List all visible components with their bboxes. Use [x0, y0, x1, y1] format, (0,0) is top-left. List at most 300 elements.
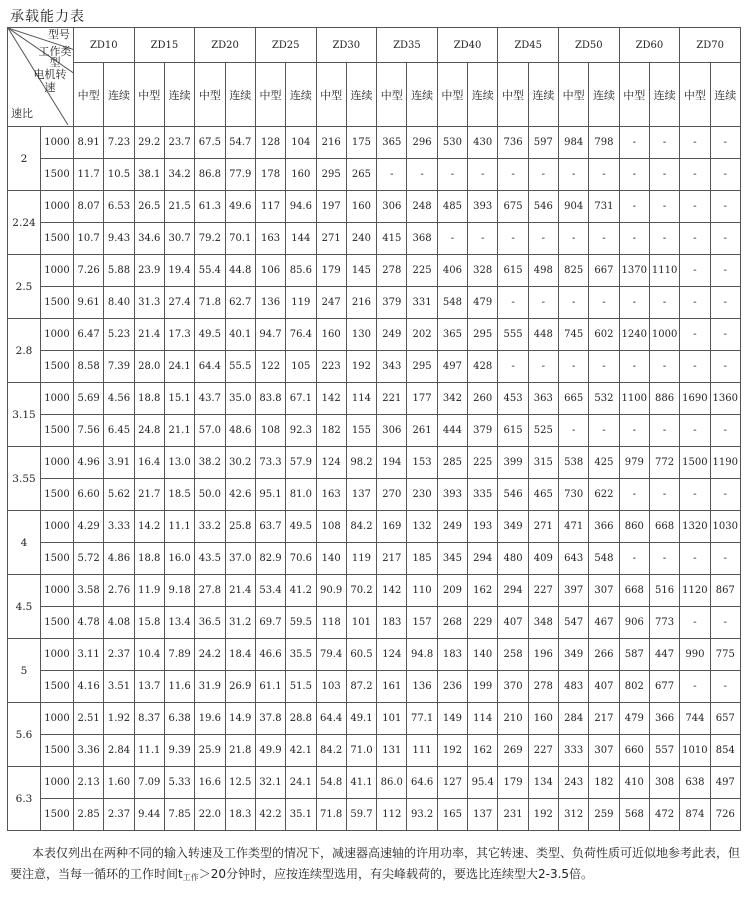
value-cell: 31.9 — [195, 671, 225, 703]
value-cell: 1120 — [680, 575, 710, 607]
type-header-continuous: 连续 — [528, 63, 558, 127]
value-cell: 179 — [316, 255, 346, 287]
value-cell: 8.58 — [74, 351, 104, 383]
value-cell: - — [680, 671, 710, 703]
value-cell: 21.5 — [164, 191, 194, 223]
value-cell: 726 — [710, 799, 740, 831]
value-cell: 345 — [437, 543, 467, 575]
value-cell: - — [528, 223, 558, 255]
value-cell: - — [468, 223, 498, 255]
model-header: ZD40 — [437, 28, 498, 63]
value-cell: 55.4 — [195, 255, 225, 287]
value-cell: 82.9 — [255, 543, 285, 575]
value-cell: - — [649, 159, 679, 191]
value-cell: 348 — [528, 607, 558, 639]
value-cell: 34.6 — [134, 223, 164, 255]
value-cell: - — [437, 223, 467, 255]
value-cell: 397 — [559, 575, 589, 607]
header-type-row — [8, 63, 741, 127]
value-cell: 1.60 — [104, 767, 134, 799]
value-cell: 315 — [528, 447, 558, 479]
value-cell: 25.8 — [225, 511, 255, 543]
value-cell: 483 — [559, 671, 589, 703]
value-cell: 410 — [619, 767, 649, 799]
table-row — [8, 767, 741, 799]
value-cell: 12.5 — [225, 767, 255, 799]
speed-cell: 1500 — [41, 415, 74, 447]
value-cell: 886 — [649, 383, 679, 415]
value-cell: 95.4 — [468, 767, 498, 799]
value-cell: 906 — [619, 607, 649, 639]
value-cell: 199 — [468, 671, 498, 703]
value-cell: 221 — [377, 383, 407, 415]
value-cell: 93.2 — [407, 799, 437, 831]
value-cell: 365 — [437, 319, 467, 351]
type-header-continuous: 连续 — [225, 63, 255, 127]
value-cell: 306 — [377, 191, 407, 223]
table-row — [8, 351, 741, 383]
value-cell: - — [468, 159, 498, 191]
table-row — [8, 383, 741, 415]
value-cell: 7.09 — [134, 767, 164, 799]
value-cell: - — [680, 607, 710, 639]
value-cell: 1.92 — [104, 703, 134, 735]
load-capacity-table — [7, 27, 741, 831]
value-cell: 2.13 — [74, 767, 104, 799]
value-cell: 7.56 — [74, 415, 104, 447]
value-cell: 3.58 — [74, 575, 104, 607]
value-cell: 18.4 — [225, 639, 255, 671]
value-cell: 160 — [528, 703, 558, 735]
value-cell: 278 — [377, 255, 407, 287]
table-row — [8, 799, 741, 831]
value-cell: 638 — [680, 767, 710, 799]
value-cell: 209 — [437, 575, 467, 607]
type-header-medium: 中型 — [437, 63, 467, 127]
value-cell: 98.2 — [346, 447, 376, 479]
value-cell: 4.96 — [74, 447, 104, 479]
value-cell: 49.9 — [255, 735, 285, 767]
value-cell: 90.9 — [316, 575, 346, 607]
value-cell: 775 — [710, 639, 740, 671]
value-cell: 349 — [559, 639, 589, 671]
table-row — [8, 543, 741, 575]
value-cell: 216 — [346, 287, 376, 319]
type-header-medium: 中型 — [316, 63, 346, 127]
value-cell: 268 — [437, 607, 467, 639]
value-cell: - — [710, 319, 740, 351]
value-cell: 4.56 — [104, 383, 134, 415]
value-cell: 21.1 — [164, 415, 194, 447]
value-cell: 69.7 — [255, 607, 285, 639]
value-cell: 50.0 — [195, 479, 225, 511]
type-header-medium: 中型 — [619, 63, 649, 127]
ratio-cell: 2.5 — [8, 255, 41, 319]
value-cell: 5.88 — [104, 255, 134, 287]
value-cell: 1690 — [680, 383, 710, 415]
value-cell: 368 — [407, 223, 437, 255]
value-cell: 19.6 — [195, 703, 225, 735]
table-row — [8, 415, 741, 447]
value-cell: 57.0 — [195, 415, 225, 447]
value-cell: 71.0 — [346, 735, 376, 767]
value-cell: 5.69 — [74, 383, 104, 415]
model-header: ZD20 — [195, 28, 256, 63]
value-cell: 271 — [528, 511, 558, 543]
value-cell: 183 — [377, 607, 407, 639]
value-cell: 79.4 — [316, 639, 346, 671]
value-cell: - — [649, 543, 679, 575]
value-cell: 92.3 — [286, 415, 316, 447]
value-cell: 479 — [468, 287, 498, 319]
value-cell: 17.3 — [164, 319, 194, 351]
value-cell: - — [680, 479, 710, 511]
value-cell: - — [680, 223, 710, 255]
value-cell: 802 — [619, 671, 649, 703]
value-cell: 11.9 — [134, 575, 164, 607]
value-cell: 229 — [468, 607, 498, 639]
value-cell: 8.07 — [74, 191, 104, 223]
value-cell: 64.6 — [407, 767, 437, 799]
value-cell: - — [649, 351, 679, 383]
value-cell: 675 — [498, 191, 528, 223]
value-cell: 54.7 — [225, 127, 255, 159]
type-header-continuous: 连续 — [407, 63, 437, 127]
value-cell: 35.1 — [286, 799, 316, 831]
value-cell: 142 — [316, 383, 346, 415]
value-cell: - — [619, 351, 649, 383]
value-cell: - — [710, 607, 740, 639]
value-cell: 668 — [619, 575, 649, 607]
value-cell: 10.4 — [134, 639, 164, 671]
value-cell: 668 — [649, 511, 679, 543]
value-cell: 370 — [498, 671, 528, 703]
value-cell: 745 — [559, 319, 589, 351]
value-cell: 197 — [316, 191, 346, 223]
value-cell: 547 — [559, 607, 589, 639]
value-cell: 42.2 — [255, 799, 285, 831]
value-cell: 4.78 — [74, 607, 104, 639]
value-cell: 557 — [649, 735, 679, 767]
value-cell: 615 — [498, 255, 528, 287]
value-cell: 21.4 — [225, 575, 255, 607]
type-header-continuous: 连续 — [468, 63, 498, 127]
speed-cell: 1000 — [41, 447, 74, 479]
type-header-continuous: 连续 — [104, 63, 134, 127]
value-cell: 21.8 — [225, 735, 255, 767]
value-cell: - — [619, 191, 649, 223]
value-cell: 448 — [528, 319, 558, 351]
value-cell: 51.5 — [286, 671, 316, 703]
value-cell: 61.3 — [195, 191, 225, 223]
value-cell: 49.5 — [286, 511, 316, 543]
value-cell: 162 — [468, 735, 498, 767]
value-cell: 62.7 — [225, 287, 255, 319]
value-cell: 31.3 — [134, 287, 164, 319]
value-cell: 16.4 — [134, 447, 164, 479]
value-cell: 81.0 — [286, 479, 316, 511]
value-cell: 28.8 — [286, 703, 316, 735]
value-cell: 142 — [377, 575, 407, 607]
value-cell: 798 — [589, 127, 619, 159]
value-cell: 84.2 — [346, 511, 376, 543]
value-cell: - — [710, 255, 740, 287]
value-cell: 240 — [346, 223, 376, 255]
value-cell: 307 — [589, 735, 619, 767]
value-cell: 225 — [407, 255, 437, 287]
speed-cell: 1500 — [41, 223, 74, 255]
value-cell: 83.8 — [255, 383, 285, 415]
value-cell: 136 — [407, 671, 437, 703]
value-cell: - — [710, 415, 740, 447]
value-cell: 149 — [437, 703, 467, 735]
value-cell: 137 — [346, 479, 376, 511]
value-cell: 8.37 — [134, 703, 164, 735]
value-cell: 104 — [286, 127, 316, 159]
value-cell: 6.38 — [164, 703, 194, 735]
value-cell: 30.2 — [225, 447, 255, 479]
value-cell: 111 — [407, 735, 437, 767]
value-cell: 117 — [255, 191, 285, 223]
value-cell: 145 — [346, 255, 376, 287]
value-cell: 333 — [559, 735, 589, 767]
value-cell: 54.8 — [316, 767, 346, 799]
value-cell: - — [407, 159, 437, 191]
value-cell: 366 — [589, 511, 619, 543]
value-cell: 8.91 — [74, 127, 104, 159]
value-cell: 41.2 — [286, 575, 316, 607]
value-cell: 328 — [468, 255, 498, 287]
value-cell: 48.6 — [225, 415, 255, 447]
value-cell: 530 — [437, 127, 467, 159]
value-cell: 665 — [559, 383, 589, 415]
value-cell: 217 — [377, 543, 407, 575]
value-cell: - — [528, 159, 558, 191]
value-cell: 37.8 — [255, 703, 285, 735]
value-cell: 169 — [377, 511, 407, 543]
value-cell: 87.2 — [346, 671, 376, 703]
value-cell: 182 — [589, 767, 619, 799]
value-cell: 259 — [589, 799, 619, 831]
value-cell: 86.0 — [377, 767, 407, 799]
value-cell: 677 — [649, 671, 679, 703]
type-header-continuous: 连续 — [649, 63, 679, 127]
value-cell: 467 — [589, 607, 619, 639]
value-cell: 37.0 — [225, 543, 255, 575]
value-cell: 108 — [255, 415, 285, 447]
value-cell: 14.2 — [134, 511, 164, 543]
value-cell: 243 — [559, 767, 589, 799]
value-cell: - — [649, 415, 679, 447]
value-cell: 26.9 — [225, 671, 255, 703]
table-row — [8, 223, 741, 255]
value-cell: 1240 — [619, 319, 649, 351]
table-row — [8, 703, 741, 735]
value-cell: 430 — [468, 127, 498, 159]
value-cell: - — [710, 223, 740, 255]
speed-cell: 1500 — [41, 735, 74, 767]
value-cell: 31.2 — [225, 607, 255, 639]
model-header: ZD25 — [255, 28, 316, 63]
value-cell: 306 — [377, 415, 407, 447]
table-row — [8, 287, 741, 319]
value-cell: 94.7 — [255, 319, 285, 351]
note-subscript: 工作 — [182, 873, 199, 882]
value-cell: 130 — [346, 319, 376, 351]
value-cell: 27.4 — [164, 287, 194, 319]
value-cell: - — [710, 287, 740, 319]
value-cell: 6.53 — [104, 191, 134, 223]
value-cell: 26.5 — [134, 191, 164, 223]
value-cell: 428 — [468, 351, 498, 383]
value-cell: 49.5 — [195, 319, 225, 351]
value-cell: 30.7 — [164, 223, 194, 255]
value-cell: 406 — [437, 255, 467, 287]
ratio-cell: 2.24 — [8, 191, 41, 255]
value-cell: - — [680, 255, 710, 287]
value-cell: 24.8 — [134, 415, 164, 447]
value-cell: 182 — [316, 415, 346, 447]
note-text-after: ＞20分钟时，应按连续型选用，有尖峰载荷的，要选比连续型大2-3.5倍。 — [198, 867, 594, 881]
value-cell: 472 — [649, 799, 679, 831]
value-cell: 258 — [498, 639, 528, 671]
value-cell: 248 — [407, 191, 437, 223]
value-cell: - — [619, 415, 649, 447]
value-cell: 9.39 — [164, 735, 194, 767]
ratio-cell: 5 — [8, 639, 41, 703]
value-cell: - — [710, 127, 740, 159]
header-corner-cell — [8, 28, 74, 127]
value-cell: 657 — [710, 703, 740, 735]
value-cell: 471 — [559, 511, 589, 543]
value-cell: 24.2 — [195, 639, 225, 671]
value-cell: 295 — [407, 351, 437, 383]
value-cell: - — [619, 543, 649, 575]
value-cell: 38.2 — [195, 447, 225, 479]
value-cell: - — [589, 223, 619, 255]
value-cell: 444 — [437, 415, 467, 447]
value-cell: 7.39 — [104, 351, 134, 383]
value-cell: 3.33 — [104, 511, 134, 543]
value-cell: 49.6 — [225, 191, 255, 223]
ratio-cell: 4.5 — [8, 575, 41, 639]
value-cell: 64.4 — [316, 703, 346, 735]
value-cell: 4.08 — [104, 607, 134, 639]
value-cell: 23.7 — [164, 127, 194, 159]
value-cell: - — [649, 223, 679, 255]
value-cell: 342 — [437, 383, 467, 415]
value-cell: 157 — [407, 607, 437, 639]
value-cell: 363 — [528, 383, 558, 415]
value-cell: - — [710, 479, 740, 511]
value-cell: 1320 — [680, 511, 710, 543]
value-cell: 21.4 — [134, 319, 164, 351]
speed-cell: 1500 — [41, 351, 74, 383]
speed-cell: 1500 — [41, 799, 74, 831]
value-cell: 35.5 — [286, 639, 316, 671]
value-cell: 42.1 — [286, 735, 316, 767]
value-cell: 296 — [407, 127, 437, 159]
value-cell: 160 — [286, 159, 316, 191]
value-cell: - — [528, 351, 558, 383]
value-cell: - — [680, 319, 710, 351]
ratio-cell: 6.3 — [8, 767, 41, 831]
value-cell: 70.6 — [286, 543, 316, 575]
value-cell: 94.6 — [286, 191, 316, 223]
value-cell: 225 — [468, 447, 498, 479]
value-cell: 5.62 — [104, 479, 134, 511]
value-cell: 2.76 — [104, 575, 134, 607]
value-cell: 15.8 — [134, 607, 164, 639]
value-cell: 295 — [468, 319, 498, 351]
value-cell: 2.84 — [104, 735, 134, 767]
value-cell: 18.8 — [134, 383, 164, 415]
value-cell: 2.37 — [104, 799, 134, 831]
table-row — [8, 575, 741, 607]
value-cell: 216 — [316, 127, 346, 159]
type-header-medium: 中型 — [74, 63, 104, 127]
value-cell: - — [559, 415, 589, 447]
value-cell: - — [528, 287, 558, 319]
value-cell: 597 — [528, 127, 558, 159]
value-cell: 14.9 — [225, 703, 255, 735]
value-cell: 108 — [316, 511, 346, 543]
value-cell: 36.5 — [195, 607, 225, 639]
value-cell: 34.2 — [164, 159, 194, 191]
value-cell: 231 — [498, 799, 528, 831]
value-cell: 516 — [649, 575, 679, 607]
value-cell: 447 — [649, 639, 679, 671]
value-cell: 7.85 — [164, 799, 194, 831]
value-cell: 163 — [316, 479, 346, 511]
value-cell: 269 — [498, 735, 528, 767]
type-header-continuous: 连续 — [710, 63, 740, 127]
value-cell: 70.2 — [346, 575, 376, 607]
value-cell: 136 — [255, 287, 285, 319]
value-cell: 393 — [468, 191, 498, 223]
value-cell: 227 — [528, 735, 558, 767]
value-cell: 49.1 — [346, 703, 376, 735]
type-header-medium: 中型 — [255, 63, 285, 127]
value-cell: 399 — [498, 447, 528, 479]
value-cell: 185 — [407, 543, 437, 575]
value-cell: 70.1 — [225, 223, 255, 255]
table-row — [8, 159, 741, 191]
value-cell: - — [649, 479, 679, 511]
value-cell: 101 — [346, 607, 376, 639]
value-cell: 119 — [286, 287, 316, 319]
speed-cell: 1000 — [41, 575, 74, 607]
value-cell: 261 — [407, 415, 437, 447]
value-cell: 24.1 — [164, 351, 194, 383]
value-cell: 16.6 — [195, 767, 225, 799]
value-cell: 546 — [498, 479, 528, 511]
value-cell: 643 — [559, 543, 589, 575]
model-header: ZD35 — [377, 28, 438, 63]
value-cell: 230 — [407, 479, 437, 511]
value-cell: 587 — [619, 639, 649, 671]
table-row — [8, 255, 741, 287]
value-cell: 140 — [316, 543, 346, 575]
value-cell: 2.85 — [74, 799, 104, 831]
value-cell: 38.1 — [134, 159, 164, 191]
value-cell: 1500 — [680, 447, 710, 479]
model-header: ZD30 — [316, 28, 377, 63]
value-cell: 79.2 — [195, 223, 225, 255]
value-cell: 407 — [498, 607, 528, 639]
value-cell: 2.51 — [74, 703, 104, 735]
value-cell: 192 — [528, 799, 558, 831]
